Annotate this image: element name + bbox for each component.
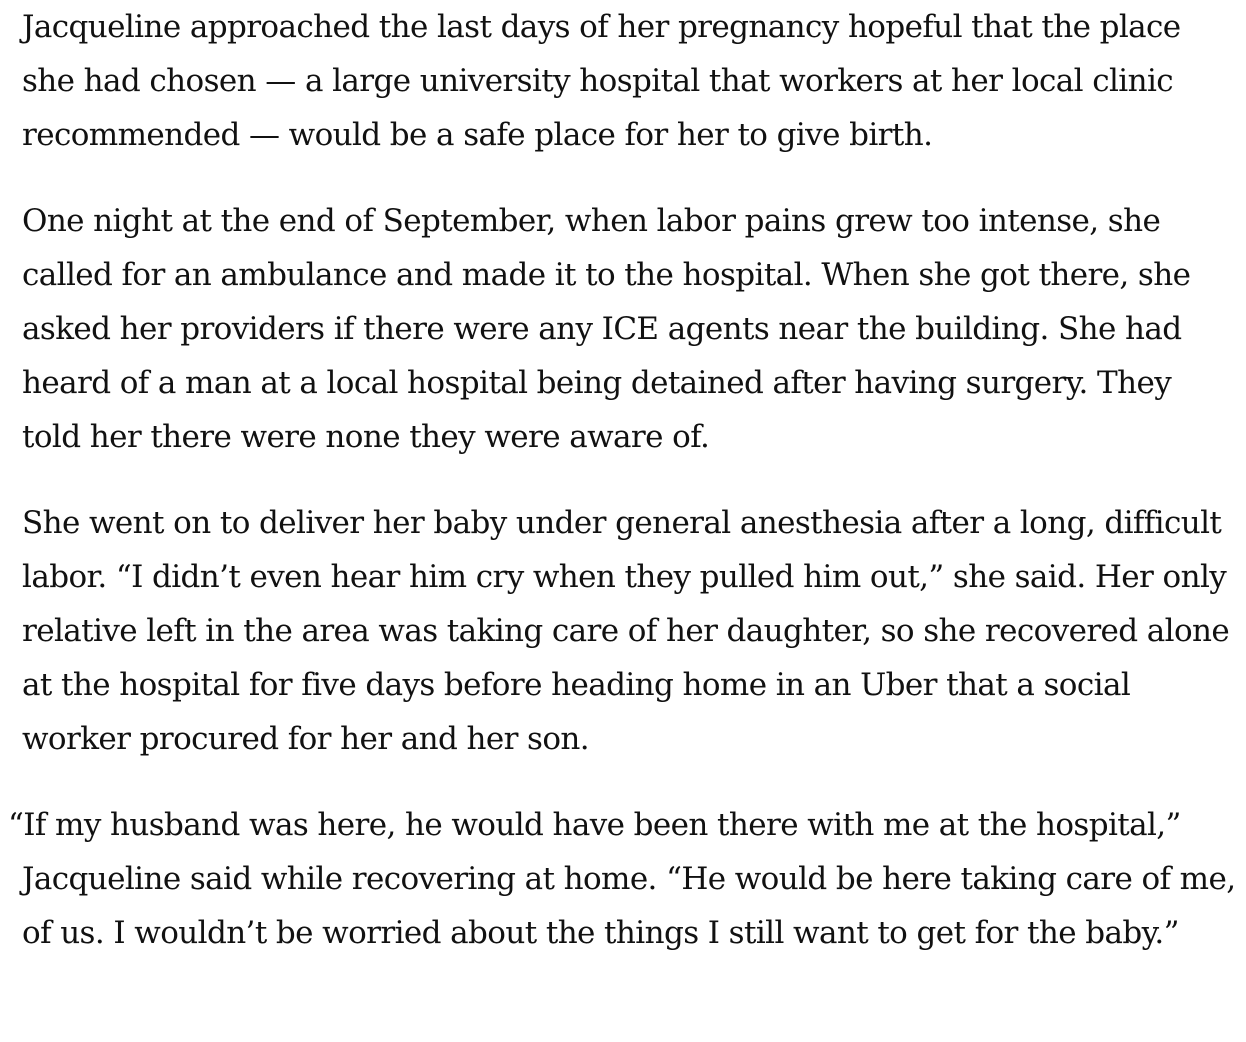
article-paragraph: Jacqueline approached the last days of her pregnancy hopeful that the place she had chosen — a large university hospital that workers at her local clinic recommended — would be a safe place for her to give birth. [22,9,1181,153]
article-paragraph: One night at the end of September, when labor pains grew too intense, she called for an ambulance and made it to the hospital. When she got there, she asked her providers if there were any ICE agents near the building. She had heard of a man at a local hospital being detained after having surgery. They told her there were none they were aware of. [22,203,1191,455]
article-paragraph-quote: “If my husband was here, he would have been there with me at the hospital,” Jacqueline said while recovering at home. “He would be here taking care of me, of us. I wouldn’t be worried about the things I still want to get for the baby.” [8,807,1236,951]
article-paragraph: She went on to deliver her baby under general anesthesia after a long, difficult labor. “I didn’t even hear him cry when they pulled him out,” she said. Her only relative left in the area was taking care of her daughter, so she recovered alone at the hospital for five days before heading home in an Uber that a social worker procured for her and her son. [22,505,1230,757]
article-body [8,0,1238,992]
